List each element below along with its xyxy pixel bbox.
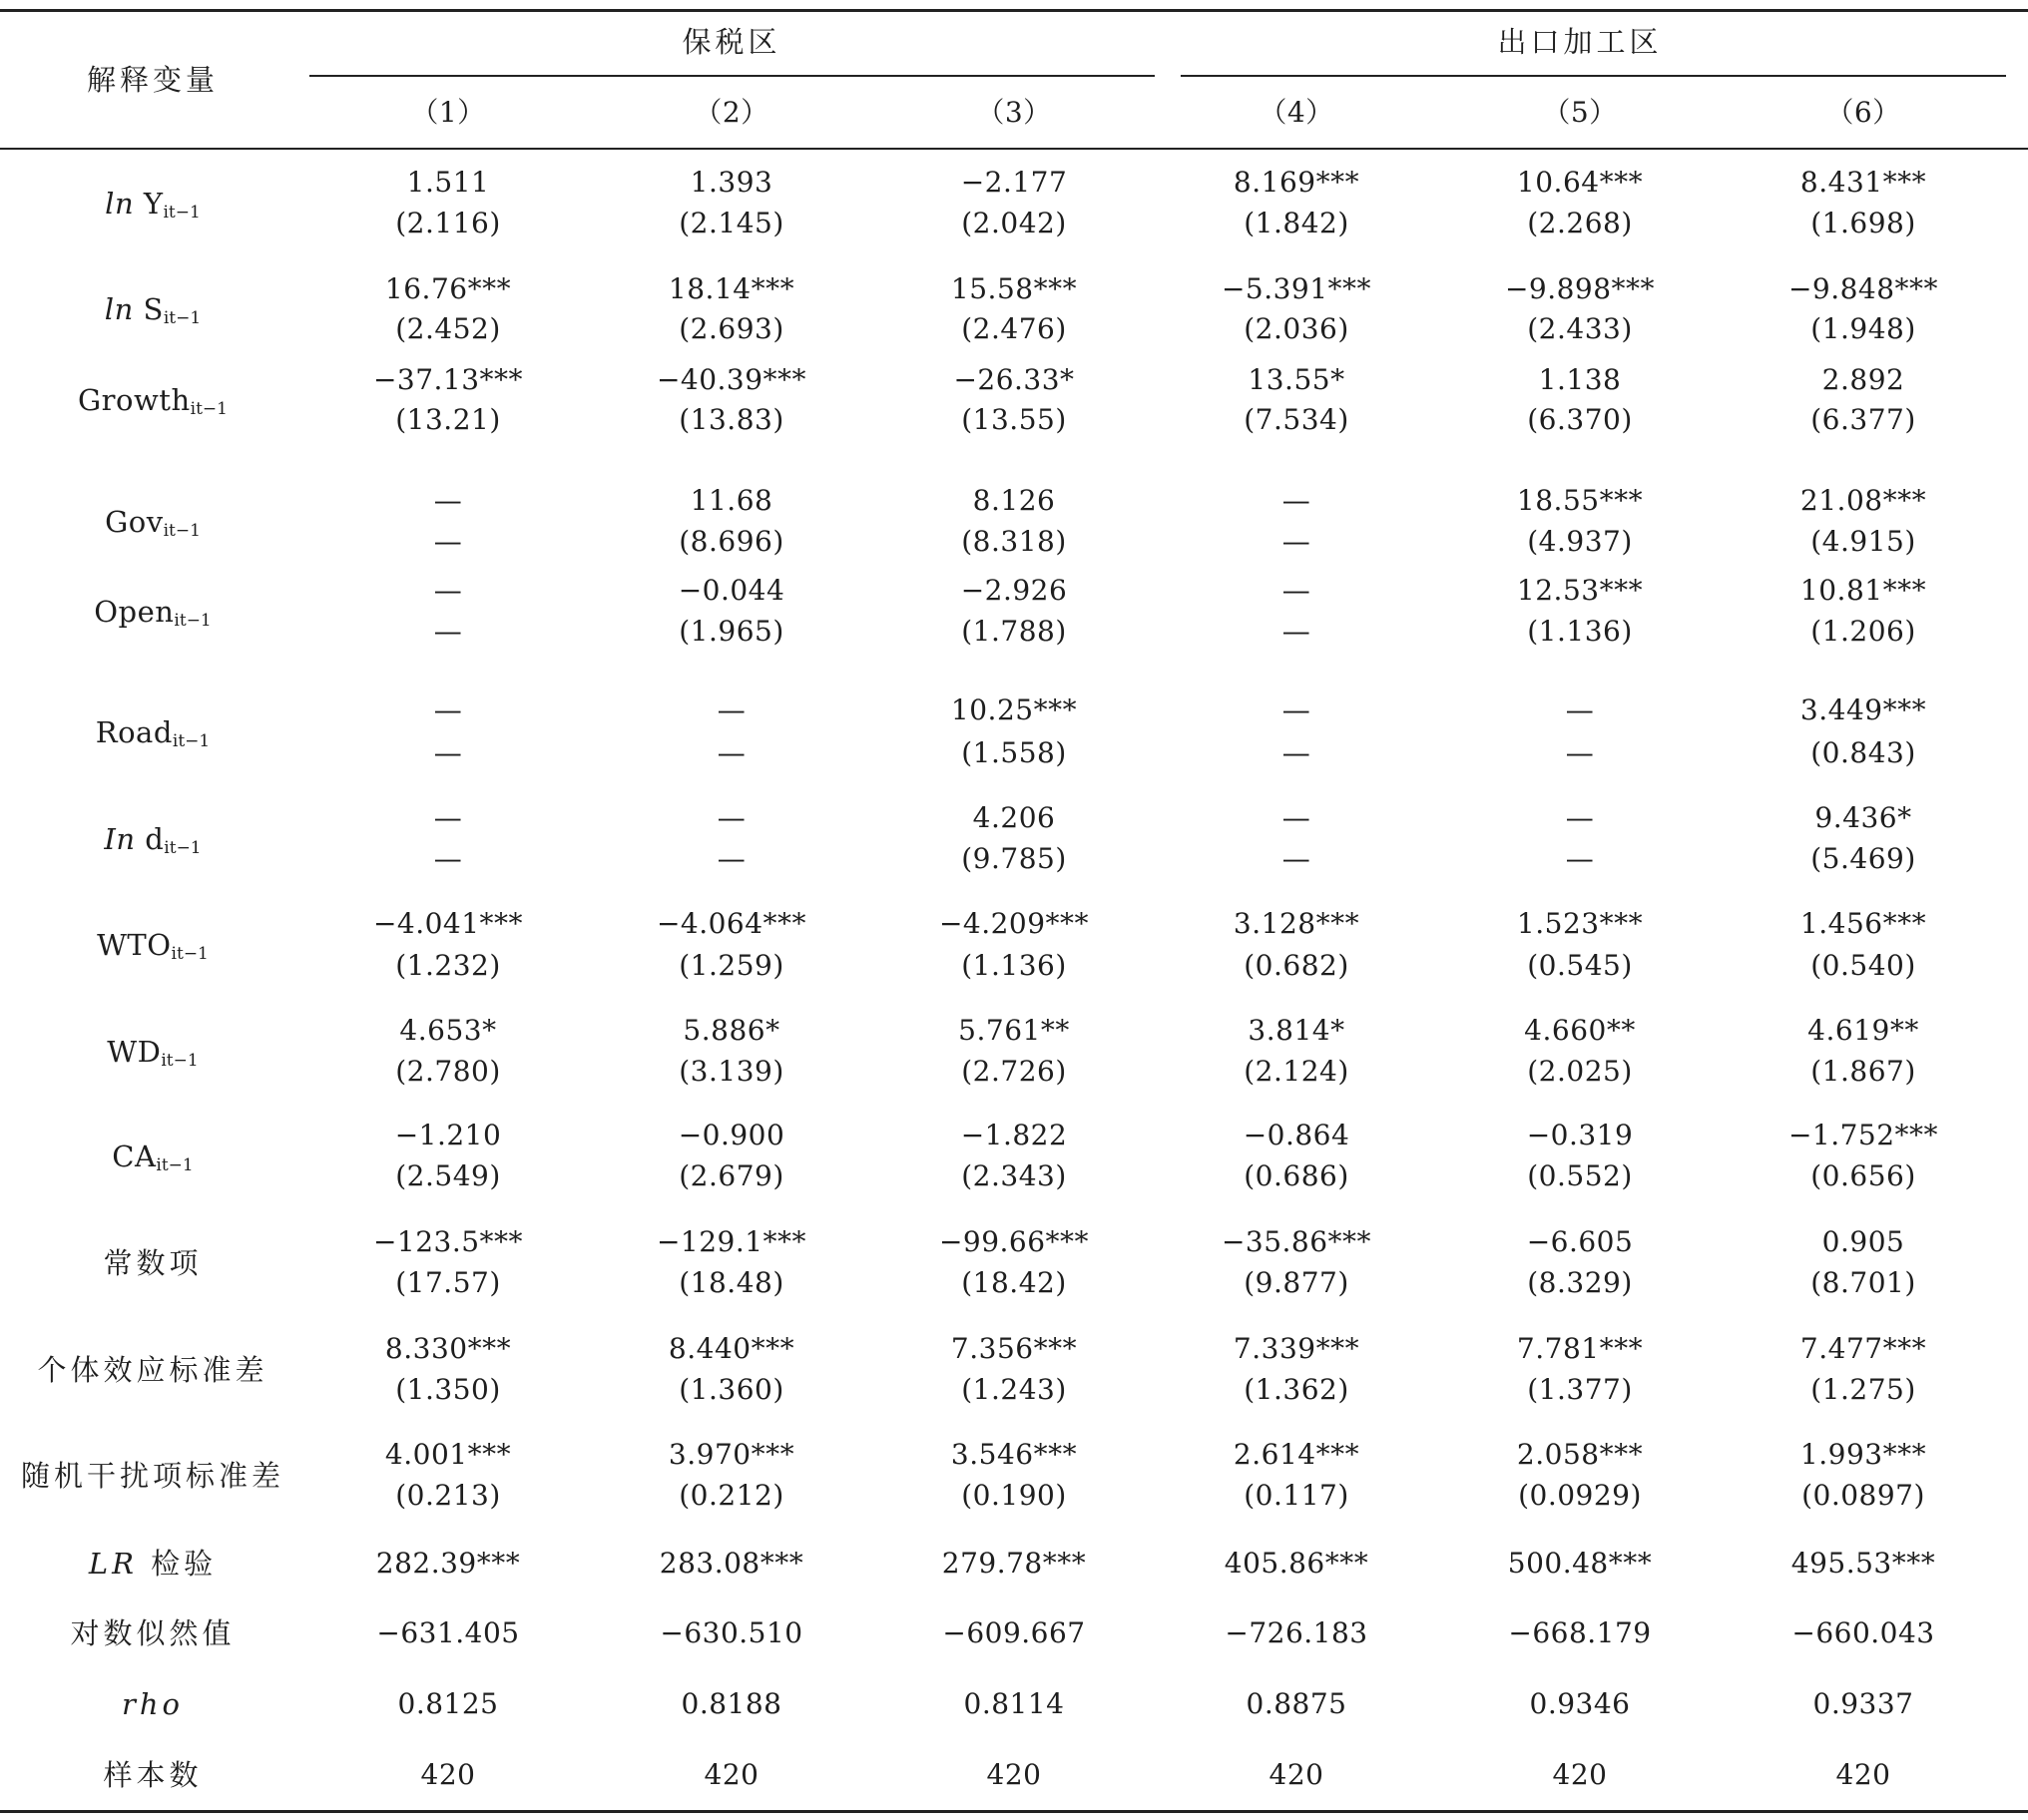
coefficient-cell: — [1281, 801, 1311, 834]
std-error-cell: (2.025) [1527, 1055, 1633, 1088]
stat-label: 对数似然值 [70, 1616, 236, 1650]
coefficient-cell: 3.814* [1248, 1014, 1345, 1047]
coefficient-cell: −2.926 [960, 574, 1068, 607]
row-label: $CA_{it-1}$ [112, 1138, 194, 1175]
coefficient-cell: −9.898*** [1504, 272, 1656, 305]
coefficient-cell: — [717, 801, 747, 834]
std-error-cell: — [717, 736, 747, 769]
row-label: $\ln Y_{it-1}$ [105, 186, 201, 223]
coefficient-cell: 16.76*** [384, 272, 512, 305]
coefficient-cell: −40.39*** [656, 363, 807, 396]
std-error-cell: (0.545) [1527, 949, 1633, 982]
stat-value-cell: −726.183 [1225, 1616, 1368, 1649]
coefficient-cell: −6.605 [1526, 1225, 1634, 1258]
coefficient-cell: 10.64*** [1516, 166, 1644, 199]
std-error-cell: (2.433) [1527, 312, 1633, 345]
coefficient-cell: — [433, 801, 463, 834]
row-label: $WD_{it-1}$ [107, 1034, 199, 1071]
std-error-cell: (1.275) [1810, 1373, 1916, 1406]
std-error-cell: — [1281, 525, 1311, 558]
std-error-cell: (2.124) [1244, 1055, 1349, 1088]
coefficient-cell: 18.14*** [668, 272, 795, 305]
coefficient-cell: −0.864 [1243, 1119, 1350, 1151]
std-error-cell: (13.55) [961, 403, 1067, 436]
column-header-5: （5） [1542, 96, 1618, 129]
row-label: In $d_{it-1}$ [104, 821, 202, 858]
coefficient-cell: −4.041*** [372, 907, 524, 940]
stat-value-cell: 0.9346 [1529, 1687, 1631, 1720]
coefficient-cell: 3.546*** [950, 1438, 1078, 1471]
stat-value-cell: 0.8114 [963, 1687, 1065, 1720]
coefficient-cell: −129.1*** [656, 1225, 807, 1258]
std-error-cell: (0.190) [961, 1479, 1067, 1512]
coefficient-cell: 2.614*** [1233, 1438, 1360, 1471]
std-error-cell: (0.0929) [1518, 1479, 1642, 1512]
coefficient-cell: — [1281, 693, 1311, 726]
std-error-cell: — [433, 842, 463, 875]
std-error-cell: (2.780) [395, 1055, 501, 1088]
coefficient-cell: 7.781*** [1516, 1332, 1644, 1365]
std-error-cell: (8.329) [1527, 1266, 1633, 1299]
std-error-cell: (2.036) [1244, 312, 1349, 345]
coefficient-cell: 21.08*** [1799, 484, 1927, 517]
std-error-cell: — [717, 842, 747, 875]
stat-value-cell: 495.53*** [1790, 1547, 1936, 1580]
stat-value-cell: 405.86*** [1224, 1547, 1369, 1580]
std-error-cell: (1.362) [1244, 1373, 1349, 1406]
column-header-2: （2） [694, 96, 769, 129]
stat-value-cell: 420 [420, 1758, 476, 1791]
coefficient-cell: −1.822 [960, 1119, 1068, 1151]
stat-value-cell: −631.405 [376, 1616, 520, 1649]
std-error-cell: (2.693) [679, 312, 784, 345]
stat-value-cell: 283.08*** [659, 1547, 804, 1580]
coefficient-cell: — [433, 484, 463, 517]
group-rule-1 [309, 75, 1155, 77]
coefficient-cell: −0.319 [1526, 1119, 1634, 1151]
coefficient-cell: −1.752*** [1787, 1119, 1939, 1151]
stat-value-cell: 0.8875 [1246, 1687, 1347, 1720]
group-header-1: 保税区 [682, 25, 781, 59]
coefficient-cell: 7.477*** [1799, 1332, 1927, 1365]
std-error-cell: — [1565, 736, 1595, 769]
coefficient-cell: 0.905 [1821, 1225, 1905, 1258]
coefficient-cell: −2.177 [960, 166, 1068, 199]
row-label: Open$_{it-1}$ [94, 594, 212, 631]
std-error-cell: (1.350) [395, 1373, 501, 1406]
std-error-cell: (6.370) [1527, 403, 1633, 436]
coefficient-cell: 4.001*** [384, 1438, 512, 1471]
std-error-cell: (1.558) [961, 736, 1067, 769]
top-rule [0, 9, 2028, 12]
stat-value-cell: 0.8188 [681, 1687, 782, 1720]
coefficient-cell: 1.393 [690, 166, 773, 199]
std-error-cell: (2.679) [679, 1159, 784, 1192]
coefficient-cell: −99.66*** [938, 1225, 1090, 1258]
stat-value-cell: 420 [986, 1758, 1042, 1791]
std-error-cell: — [1565, 842, 1595, 875]
coefficient-cell: 8.126 [972, 484, 1056, 517]
std-error-cell: (9.877) [1244, 1266, 1349, 1299]
coefficient-cell: 1.138 [1538, 363, 1622, 396]
coefficient-cell: 4.653* [399, 1014, 497, 1047]
column-header-4: （4） [1259, 96, 1334, 129]
coefficient-cell: — [433, 574, 463, 607]
coefficient-cell: 18.55*** [1516, 484, 1644, 517]
stat-value-cell: 420 [1268, 1758, 1324, 1791]
coefficient-cell: 8.330*** [384, 1332, 512, 1365]
std-error-cell: (6.377) [1810, 403, 1916, 436]
coefficient-cell: −5.391*** [1221, 272, 1372, 305]
std-error-cell: (1.948) [1810, 312, 1916, 345]
std-error-cell: (2.042) [961, 207, 1067, 239]
coefficient-cell: −0.044 [678, 574, 785, 607]
std-error-cell: (8.701) [1810, 1266, 1916, 1299]
column-header-3: （3） [976, 96, 1052, 129]
std-error-cell: (1.698) [1810, 207, 1916, 239]
coefficient-cell: 7.339*** [1233, 1332, 1360, 1365]
std-error-cell: (18.48) [679, 1266, 784, 1299]
coefficient-cell: −4.064*** [656, 907, 807, 940]
coefficient-cell: — [1565, 693, 1595, 726]
coefficient-cell: 1.456*** [1799, 907, 1927, 940]
std-error-cell: (2.268) [1527, 207, 1633, 239]
std-error-cell: (4.915) [1810, 525, 1916, 558]
std-error-cell: (1.206) [1810, 615, 1916, 648]
row-label: 常数项 [103, 1245, 203, 1280]
coefficient-cell: −35.86*** [1221, 1225, 1372, 1258]
std-error-cell: (18.42) [961, 1266, 1067, 1299]
coefficient-cell: −1.210 [394, 1119, 502, 1151]
row-label: 个体效应标准差 [37, 1352, 268, 1387]
stat-value-cell: 420 [704, 1758, 760, 1791]
std-error-cell: — [433, 736, 463, 769]
std-error-cell: (0.0897) [1801, 1479, 1925, 1512]
stat-value-cell: 0.9337 [1812, 1687, 1914, 1720]
coefficient-cell: −0.900 [678, 1119, 785, 1151]
coefficient-cell: −4.209*** [938, 907, 1090, 940]
std-error-cell: (2.145) [679, 207, 784, 239]
std-error-cell: — [1281, 736, 1311, 769]
std-error-cell: (2.343) [961, 1159, 1067, 1192]
std-error-cell: (9.785) [961, 842, 1067, 875]
coefficient-cell: 5.761** [958, 1014, 1070, 1047]
row-label: Road$_{it-1}$ [95, 714, 211, 751]
std-error-cell: (3.139) [679, 1055, 784, 1088]
stat-value-cell: 420 [1835, 1758, 1891, 1791]
std-error-cell: (1.842) [1244, 207, 1349, 239]
column-header-6: （6） [1825, 96, 1901, 129]
std-error-cell: — [433, 525, 463, 558]
stat-label: LR 检验 [88, 1547, 218, 1581]
coefficient-cell: 7.356*** [950, 1332, 1078, 1365]
std-error-cell: (1.360) [679, 1373, 784, 1406]
coefficient-cell: 11.68 [690, 484, 773, 517]
group-rule-2 [1181, 75, 2006, 77]
std-error-cell: (0.117) [1244, 1479, 1349, 1512]
coefficient-cell: 10.81*** [1799, 574, 1927, 607]
coefficient-cell: — [1565, 801, 1595, 834]
stat-label: 样本数 [103, 1758, 203, 1792]
coefficient-cell: 1.993*** [1799, 1438, 1927, 1471]
coefficient-cell: 9.436* [1814, 801, 1912, 834]
stat-value-cell: 420 [1552, 1758, 1608, 1791]
coefficient-cell: — [433, 693, 463, 726]
stat-value-cell: 500.48*** [1507, 1547, 1653, 1580]
std-error-cell: (2.476) [961, 312, 1067, 345]
std-error-cell: (0.540) [1810, 949, 1916, 982]
std-error-cell: (0.843) [1810, 736, 1916, 769]
variable-header: 解释变量 [86, 63, 220, 97]
header-bottom-rule [0, 148, 2028, 150]
std-error-cell: (0.213) [395, 1479, 501, 1512]
coefficient-cell: 8.169*** [1233, 166, 1360, 199]
std-error-cell: (4.937) [1527, 525, 1633, 558]
coefficient-cell: −26.33* [953, 363, 1075, 396]
coefficient-cell: 8.431*** [1799, 166, 1927, 199]
stat-value-cell: −660.043 [1791, 1616, 1935, 1649]
stat-value-cell: −630.510 [660, 1616, 803, 1649]
stat-value-cell: 279.78*** [941, 1547, 1087, 1580]
std-error-cell: (8.696) [679, 525, 784, 558]
coefficient-cell: 5.886* [683, 1014, 780, 1047]
coefficient-cell: 10.25*** [950, 693, 1078, 726]
std-error-cell: — [433, 615, 463, 648]
coefficient-cell: 4.619** [1807, 1014, 1919, 1047]
std-error-cell: (1.136) [961, 949, 1067, 982]
coefficient-cell: −37.13*** [372, 363, 524, 396]
coefficient-cell: 2.058*** [1516, 1438, 1644, 1471]
column-header-1: （1） [410, 96, 486, 129]
std-error-cell: (1.867) [1810, 1055, 1916, 1088]
coefficient-cell: 3.970*** [668, 1438, 795, 1471]
std-error-cell: (1.788) [961, 615, 1067, 648]
coefficient-cell: 15.58*** [950, 272, 1078, 305]
std-error-cell: (17.57) [395, 1266, 501, 1299]
coefficient-cell: 4.660** [1524, 1014, 1636, 1047]
std-error-cell: (0.552) [1527, 1159, 1633, 1192]
stat-label: rho [122, 1687, 184, 1721]
row-label: Gov$_{it-1}$ [105, 504, 201, 541]
std-error-cell: (0.212) [679, 1479, 784, 1512]
row-label: Growth$_{it-1}$ [78, 383, 228, 419]
std-error-cell: (7.534) [1244, 403, 1349, 436]
std-error-cell: (8.318) [961, 525, 1067, 558]
std-error-cell: (0.686) [1244, 1159, 1349, 1192]
coefficient-cell: — [1281, 484, 1311, 517]
coefficient-cell: 3.449*** [1799, 693, 1927, 726]
std-error-cell: (2.549) [395, 1159, 501, 1192]
std-error-cell: (0.656) [1810, 1159, 1916, 1192]
row-label: $\ln S_{it-1}$ [104, 292, 202, 328]
coefficient-cell: — [1281, 574, 1311, 607]
std-error-cell: (2.116) [395, 207, 501, 239]
coefficient-cell: 12.53*** [1516, 574, 1644, 607]
coefficient-cell: 2.892 [1821, 363, 1905, 396]
coefficient-cell: 1.523*** [1516, 907, 1644, 940]
coefficient-cell: 1.511 [406, 166, 490, 199]
std-error-cell: (13.21) [395, 403, 501, 436]
coefficient-cell: −9.848*** [1787, 272, 1939, 305]
std-error-cell: (2.452) [395, 312, 501, 345]
stat-value-cell: −609.667 [942, 1616, 1086, 1649]
coefficient-cell: −123.5*** [372, 1225, 524, 1258]
stat-value-cell: −668.179 [1508, 1616, 1652, 1649]
coefficient-cell: 4.206 [972, 801, 1056, 834]
bottom-rule [0, 1810, 2028, 1813]
std-error-cell: — [1281, 842, 1311, 875]
std-error-cell: (0.682) [1244, 949, 1349, 982]
std-error-cell: (5.469) [1810, 842, 1916, 875]
row-label: 随机干扰项标准差 [20, 1458, 285, 1493]
std-error-cell: (2.726) [961, 1055, 1067, 1088]
coefficient-cell: 8.440*** [668, 1332, 795, 1365]
std-error-cell: (13.83) [679, 403, 784, 436]
std-error-cell: (1.377) [1527, 1373, 1633, 1406]
std-error-cell: (1.965) [679, 615, 784, 648]
stat-value-cell: 0.8125 [397, 1687, 499, 1720]
row-label: $WTO_{it-1}$ [97, 928, 209, 964]
group-header-2: 出口加工区 [1497, 25, 1663, 59]
coefficient-cell: 13.55* [1248, 363, 1345, 396]
std-error-cell: (1.232) [395, 949, 501, 982]
std-error-cell: (1.136) [1527, 615, 1633, 648]
std-error-cell: (1.259) [679, 949, 784, 982]
std-error-cell: — [1281, 615, 1311, 648]
stat-value-cell: 282.39*** [375, 1547, 521, 1580]
coefficient-cell: — [717, 693, 747, 726]
coefficient-cell: 3.128*** [1233, 907, 1360, 940]
std-error-cell: (1.243) [961, 1373, 1067, 1406]
